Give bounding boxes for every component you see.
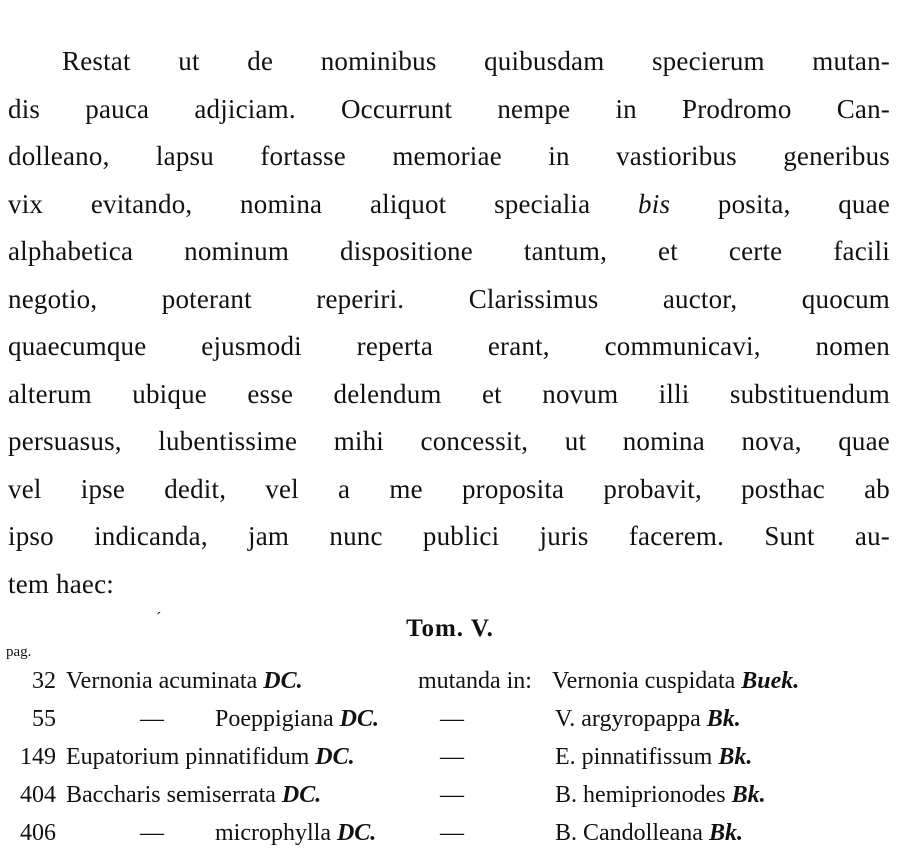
old-name-text: Poeppigiana [215,706,334,732]
paragraph-line [8,181,890,229]
paragraph-line: alterum ubique esse delendum et novum illi substituendum [8,378,890,409]
new-author: Bk. [708,820,743,846]
paragraph-line: Restat ut de nominibus quibusdam specierum mutan- [62,46,890,76]
page-number: 55 [32,706,56,732]
ditto-dash: — [140,706,164,732]
table-row [0,700,900,738]
action-text: — [440,782,464,808]
old-name [215,700,379,738]
stray-mark: ˊ [156,610,162,627]
action-text: — [440,706,464,732]
paragraph-line: alphabetica nominum dispositione tantum, et certe facili [8,236,890,266]
old-name [66,738,355,776]
old-name [215,814,376,852]
table-row [0,662,900,700]
page-number: 406 [20,820,56,846]
paragraph-line: vel ipse dedit, vel a me proposita probavit, posthac ab [8,473,890,504]
new-author: Bk. [706,706,741,732]
old-name-text: Baccharis semiserrata [66,782,276,808]
new-author: Buek. [741,668,800,694]
ditto-dash: — [140,820,164,846]
old-author: DC. [281,782,322,808]
text-run: vix evitando, nomina aliquot specialia [8,188,639,219]
old-author: DC. [339,706,379,732]
old-name-text: microphylla [215,820,331,846]
paragraph-line: ipso indicanda, jam nunc publici juris facerem. Sunt au- [8,521,890,551]
new-name [555,700,741,738]
action-text: — [440,744,464,770]
paragraph-line: persuasus, lubentissime mihi concessit, ut nomina nova, quae [8,426,890,456]
new-author: Bk. [718,744,753,770]
table-row [0,814,900,852]
italic-run: bis [638,188,671,219]
new-name-text: V. argyropappa [555,706,701,732]
new-author: Bk. [731,782,766,808]
table-row [0,776,900,814]
old-name [66,662,303,700]
old-author: DC. [263,668,303,694]
new-name [555,776,766,814]
old-name-text: Vernonia acuminata [66,668,258,694]
table-row [0,738,900,776]
new-name-text: B. hemiprionodes [555,782,726,808]
old-name-text: Eupatorium pinnatifidum [66,744,310,770]
text-run: posita, quae [670,188,891,219]
new-name-text: B. Candolleana [555,820,703,846]
action-text: mutanda in: [418,668,532,694]
paragraph-line: tem haec: [8,568,114,599]
old-author: DC. [315,744,355,770]
page-column-label: pag. [6,644,32,660]
page-number: 149 [20,744,56,770]
paragraph-line: dolleano, lapsu fortasse memoriae in vastioribus generibus [8,141,890,171]
old-author: DC. [336,820,377,846]
paragraph-line: dis pauca adjiciam. Occurrunt nempe in Prodromo Can- [8,93,890,124]
action-text: — [440,820,464,846]
paragraph-line: negotio, poterant reperiri. Clarissimus auctor, quocum [8,283,890,314]
body-paragraph [8,38,890,608]
new-name [552,662,799,700]
new-name-text: E. pinnatifissum [555,744,713,770]
new-name-text: Vernonia cuspidata [552,668,736,694]
new-name [555,738,752,776]
page-number: 404 [20,782,56,808]
section-heading: Tom. V. [406,615,494,642]
new-name [555,814,743,852]
paragraph-line: quaecumque ejusmodi reperta erant, communicavi, nomen [8,331,890,361]
page-number: 32 [32,668,56,694]
old-name [66,776,321,814]
